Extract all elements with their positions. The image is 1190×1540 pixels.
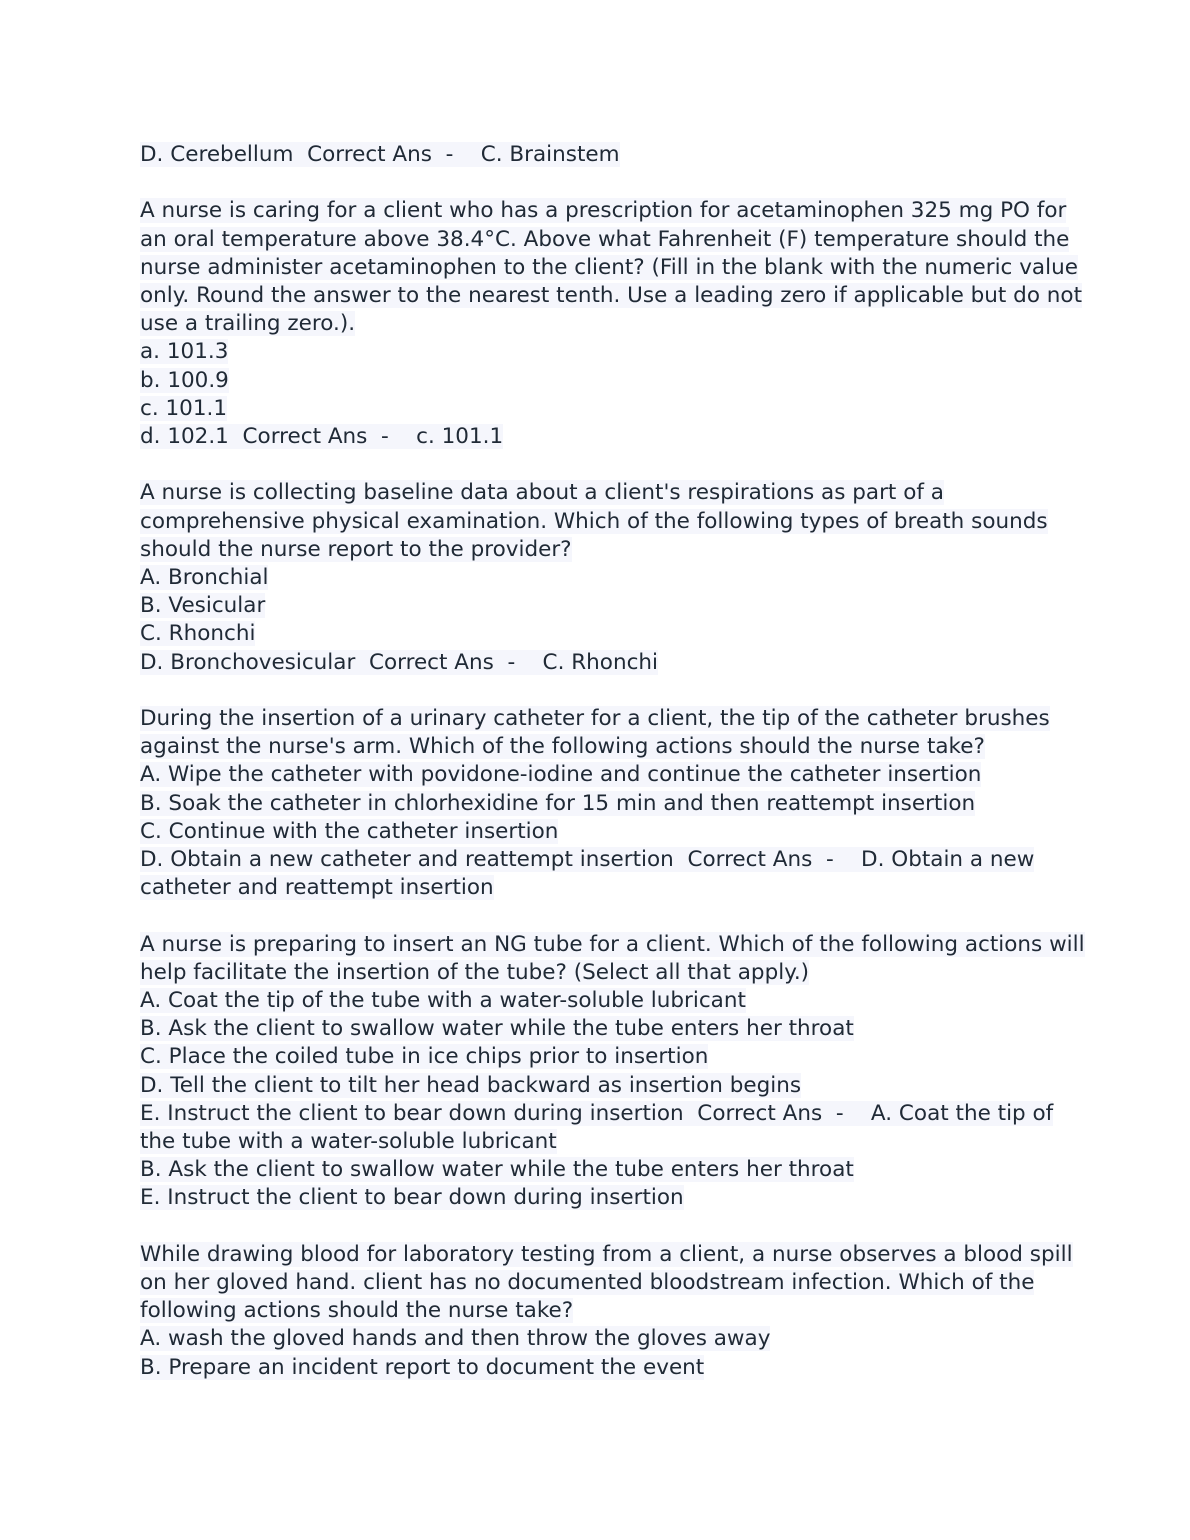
line-text: While drawing blood for laboratory testing from a client, a nurse observes a blood spill	[140, 1241, 1073, 1267]
line-text: A. wash the gloved hands and then throw the gloves away	[140, 1326, 771, 1352]
text-line	[140, 1297, 1060, 1325]
line-text: D. Bronchovesicular Correct Ans - C. Rhonchi	[140, 649, 659, 675]
line-text: a. 101.3	[140, 339, 229, 365]
line-text: B. Ask the client to swallow water while the tube enters her throat	[140, 1016, 854, 1042]
document-page	[140, 141, 1085, 1410]
text-line	[140, 987, 1060, 1015]
line-text: against the nurse's arm. Which of the following actions should the nurse take?	[140, 734, 985, 760]
text-line	[140, 395, 1060, 423]
text-line	[140, 508, 1060, 536]
line-text: B. Ask the client to swallow water while the tube enters her throat	[140, 1157, 854, 1183]
line-text: comprehensive physical examination. Which of the following types of breath sounds	[140, 508, 1048, 534]
line-text: B. Prepare an incident report to document the event	[140, 1354, 705, 1380]
line-text: D. Cerebellum Correct Ans - C. Brainstem	[140, 142, 620, 167]
line-text: use a trailing zero.).	[140, 311, 356, 337]
text-line	[140, 1184, 1060, 1212]
question-block	[140, 931, 1085, 1213]
line-text: only. Round the answer to the nearest tenth. Use a leading zero if applicable but do not	[140, 283, 1083, 308]
line-text: B. Soak the catheter in chlorhexidine for 15 min and then reattempt insertion	[140, 790, 976, 816]
text-line	[140, 141, 1060, 169]
text-line	[140, 1156, 1060, 1184]
line-text: nurse administer acetaminophen to the client? (Fill in the blank with the numeric value	[140, 254, 1078, 280]
line-text: A nurse is preparing to insert an NG tube for a client. Which of the following actions will	[140, 931, 1085, 957]
text-line	[140, 254, 1078, 282]
text-line	[140, 226, 1070, 254]
text-line	[140, 536, 1060, 564]
text-line	[140, 1354, 1060, 1382]
text-line	[140, 282, 1083, 310]
text-line	[140, 592, 1060, 620]
line-text: E. Instruct the client to bear down during insertion Correct Ans - A. Coat the tip of	[140, 1100, 1054, 1126]
text-line	[140, 620, 1060, 648]
line-text: D. Obtain a new catheter and reattempt insertion Correct Ans - D. Obtain a new	[140, 847, 1035, 873]
line-text: catheter and reattempt insertion	[140, 875, 494, 901]
line-text: A. Coat the tip of the tube with a water-soluble lubricant	[140, 988, 746, 1014]
line-text: help facilitate the insertion of the tube? (Select all that apply.)	[140, 959, 810, 985]
text-line	[140, 310, 1060, 338]
line-text: A nurse is collecting baseline data about a client's respirations as part of a	[140, 480, 944, 506]
line-text: an oral temperature above 38.4°C. Above what Fahrenheit (F) temperature should the	[140, 226, 1070, 252]
question-block	[140, 197, 1083, 451]
text-line	[140, 197, 1067, 225]
line-text: C. Rhonchi	[140, 621, 256, 647]
text-line	[140, 1241, 1073, 1269]
question-block	[140, 479, 1060, 676]
text-line	[140, 1100, 1060, 1128]
text-line	[140, 846, 1060, 874]
line-text: B. Vesicular	[140, 593, 266, 619]
text-line	[140, 733, 1060, 761]
text-line	[140, 1072, 1060, 1100]
text-line	[140, 479, 1060, 507]
text-line	[140, 367, 1060, 395]
text-line	[140, 818, 1060, 846]
text-line	[140, 931, 1085, 959]
line-text: b. 100.9	[140, 367, 229, 393]
line-text: A. Bronchial	[140, 565, 269, 591]
text-line	[140, 1325, 1060, 1353]
text-line	[140, 1269, 1060, 1297]
text-line	[140, 705, 1060, 733]
line-text: A nurse is caring for a client who has a prescription for acetaminophen 325 mg PO for	[140, 198, 1067, 224]
line-text: E. Instruct the client to bear down during insertion	[140, 1185, 684, 1211]
text-line	[140, 338, 1060, 366]
line-text: d. 102.1 Correct Ans - c. 101.1	[140, 424, 504, 450]
line-text: the tube with a water-soluble lubricant	[140, 1129, 557, 1155]
question-block	[140, 141, 1060, 169]
question-block	[140, 1241, 1073, 1382]
text-line	[140, 959, 1060, 987]
question-block	[140, 705, 1060, 902]
line-text: c. 101.1	[140, 395, 228, 421]
line-text: C. Place the coiled tube in ice chips prior to insertion	[140, 1044, 709, 1070]
line-text: on her gloved hand. client has no documented bloodstream infection. Which of the	[140, 1270, 1035, 1296]
line-text: D. Tell the client to tilt her head backward as insertion begins	[140, 1072, 802, 1098]
text-line	[140, 790, 1060, 818]
line-text: C. Continue with the catheter insertion	[140, 818, 559, 844]
text-line	[140, 649, 1060, 677]
text-line	[140, 423, 1060, 451]
text-line	[140, 1128, 1060, 1156]
line-text: A. Wipe the catheter with povidone-iodine and continue the catheter insertion	[140, 762, 982, 788]
text-line	[140, 1043, 1060, 1071]
text-line	[140, 874, 1060, 902]
line-text: following actions should the nurse take?	[140, 1298, 574, 1324]
text-line	[140, 761, 1060, 789]
line-text: should the nurse report to the provider?	[140, 536, 572, 562]
line-text: During the insertion of a urinary catheter for a client, the tip of the catheter brushes	[140, 706, 1050, 732]
text-line	[140, 1015, 1060, 1043]
text-line	[140, 564, 1060, 592]
